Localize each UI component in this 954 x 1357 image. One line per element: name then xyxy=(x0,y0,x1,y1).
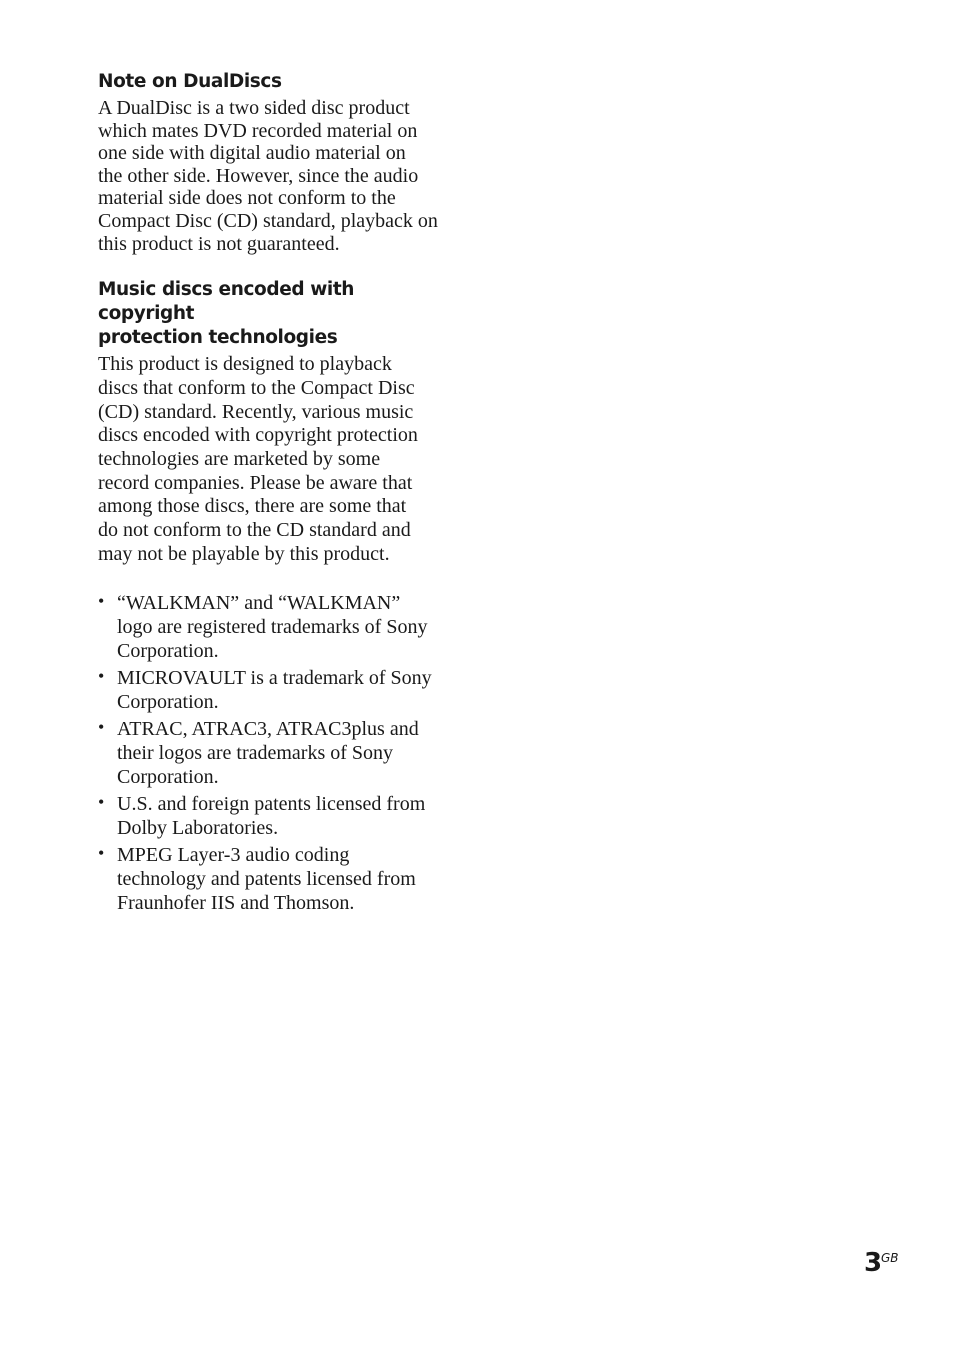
bullet-icon: • xyxy=(98,843,105,864)
body-line: A DualDisc is a two sided disc product xyxy=(98,97,410,119)
body-line: record companies. Please be aware that xyxy=(98,471,413,494)
list-line: ATRAC, ATRAC3, ATRAC3plus and xyxy=(117,718,419,741)
bullet-icon: • xyxy=(98,717,105,738)
body-line: among those discs, there are some that xyxy=(98,495,407,518)
body-line: material side does not conform to the xyxy=(98,187,396,210)
list-line: Corporation. xyxy=(117,691,219,714)
list-item-atrac xyxy=(98,717,450,789)
body-line: which mates DVD recorded material on xyxy=(98,119,418,142)
list-item-walkman xyxy=(98,591,450,663)
body-line: this product is not guaranteed. xyxy=(98,232,340,255)
section-heading-dualdisc: Note on DualDiscs xyxy=(98,71,282,92)
section-body-copyright xyxy=(98,353,450,566)
list-line: Fraunhofer IIS and Thomson. xyxy=(117,892,355,915)
body-line: discs encoded with copyright protection xyxy=(98,424,418,447)
body-line: do not conform to the CD standard and xyxy=(98,519,411,542)
list-line: U.S. and foreign patents licensed from xyxy=(117,793,426,816)
list-line: MPEG Layer-3 audio coding xyxy=(117,844,350,867)
list-line: “WALKMAN” and “WALKMAN” xyxy=(117,592,401,615)
list-item-microvault xyxy=(98,666,450,714)
body-line: (CD) standard. Recently, various music xyxy=(98,400,414,423)
page-number: 3 xyxy=(864,1248,883,1278)
section-body-dualdisc xyxy=(98,97,450,255)
list-line: Dolby Laboratories. xyxy=(117,817,279,840)
list-line: Corporation. xyxy=(117,640,219,663)
dualdisc-section xyxy=(98,70,450,255)
copyright-protection-section xyxy=(98,278,450,566)
body-line: may not be playable by this product. xyxy=(98,542,390,565)
body-line: the other side. However, since the audio xyxy=(98,164,419,187)
heading-line: Music discs encoded with copyright xyxy=(98,279,355,325)
body-line: Compact Disc (CD) standard, playback on xyxy=(98,209,438,232)
page-language-suffix: GB xyxy=(881,1251,899,1265)
body-line: This product is designed to playback xyxy=(98,353,392,376)
list-item-mpeg xyxy=(98,843,450,915)
body-line: technologies are marketed by some xyxy=(98,447,381,470)
body-line: discs that conform to the Compact Disc xyxy=(98,376,415,399)
list-item-dolby xyxy=(98,792,450,840)
heading-line: protection technologies xyxy=(98,327,338,349)
list-line: logo are registered trademarks of Sony xyxy=(117,616,428,639)
main-column xyxy=(98,70,450,918)
trademark-list xyxy=(98,591,450,915)
section-heading-copyright xyxy=(98,278,450,350)
bullet-icon: • xyxy=(98,666,105,687)
bullet-icon: • xyxy=(98,792,105,813)
list-line: their logos are trademarks of Sony xyxy=(117,742,394,765)
list-line: technology and patents licensed from xyxy=(117,868,416,891)
body-line: one side with digital audio material on xyxy=(98,142,406,165)
bullet-icon: • xyxy=(98,591,105,612)
list-line: MICROVAULT is a trademark of Sony xyxy=(117,667,432,690)
list-line: Corporation. xyxy=(117,766,219,789)
